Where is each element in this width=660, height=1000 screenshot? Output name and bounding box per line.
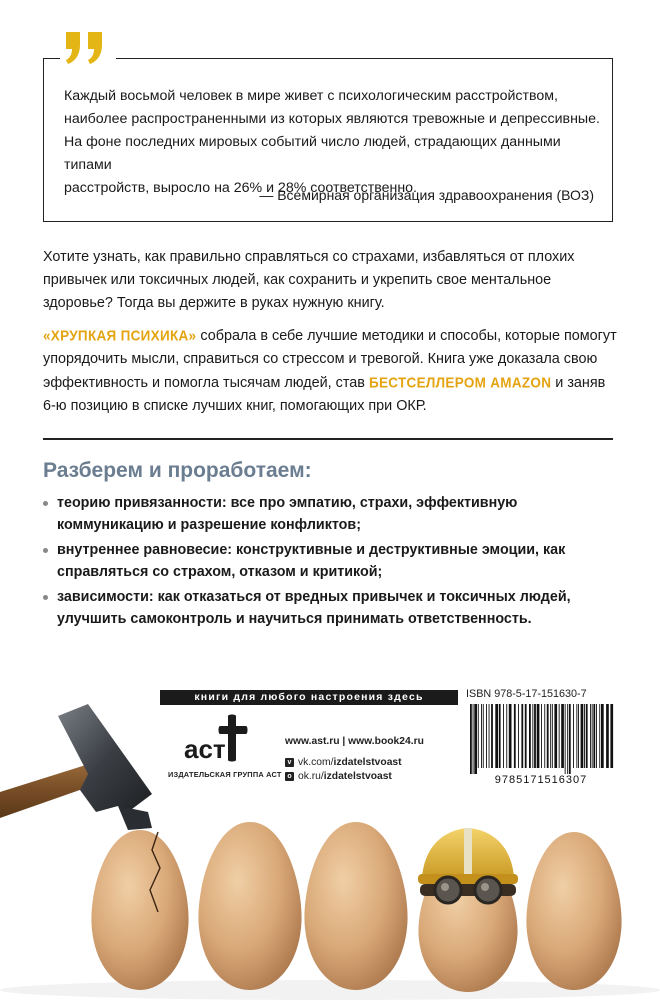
barcode-bar xyxy=(489,704,490,768)
egg xyxy=(526,832,621,990)
egg xyxy=(91,830,188,990)
barcode-bar xyxy=(559,704,560,768)
barcode-bar xyxy=(573,704,574,768)
text-line: Хотите узнать, как правильно справляться со страхами, избавляться от плохих xyxy=(43,249,575,265)
vk-prefix: vk.com/ xyxy=(298,757,334,768)
barcode-bar xyxy=(474,704,477,774)
barcode-bar xyxy=(599,704,600,768)
barcode-bar xyxy=(537,704,540,768)
text-line xyxy=(43,324,623,348)
bullet-icon xyxy=(43,595,48,600)
list-item-line: справляться со страхом, отказом и критикой; xyxy=(57,564,383,580)
barcode-bar xyxy=(525,704,527,768)
barcode-bar xyxy=(491,704,493,768)
quote-line: На фоне последних мировых событий число людей, страдающих данными типами xyxy=(64,134,561,173)
barcode-bar xyxy=(550,704,551,768)
ok-handle: izdatelstvoast xyxy=(323,771,392,782)
section-title: Разберем и проработаем: xyxy=(43,459,312,482)
barcode-bar xyxy=(473,704,474,774)
website-links[interactable]: www.ast.ru | www.book24.ru xyxy=(285,736,424,747)
barcode-bar xyxy=(509,704,512,768)
barcode-bar xyxy=(576,704,577,768)
text-line: привычек или токсичных людей, как сохранить и укрепить свое ментальное xyxy=(43,272,552,288)
list-item-line: внутреннее равновесие: конструктивные и деструктивные эмоции, как xyxy=(57,542,566,558)
bullet-icon xyxy=(43,501,48,506)
quote-line: расстройств, выросло на 26% и 28% соответственно. xyxy=(64,180,417,196)
helmet xyxy=(418,828,518,903)
barcode-bar xyxy=(593,704,595,768)
description-paragraph xyxy=(43,324,623,418)
isbn: ISBN 978-5-17-151630-7 xyxy=(466,688,587,700)
barcode-bar xyxy=(565,704,566,774)
ok-prefix: ok.ru/ xyxy=(298,771,324,782)
barcode-bar xyxy=(541,704,542,768)
barcode-bar xyxy=(518,704,519,768)
text-fragment: и заняв xyxy=(551,375,606,391)
barcode-bar xyxy=(506,704,507,768)
quote-text xyxy=(64,85,604,200)
barcode-bar xyxy=(567,704,568,774)
bestseller-highlight: БЕСТСЕЛЛЕРОМ AMAZON xyxy=(368,374,552,391)
egg xyxy=(304,822,407,990)
svg-text:аст: аст xyxy=(184,734,226,764)
barcode-bar xyxy=(544,704,545,768)
text-line xyxy=(43,371,623,395)
list-item-line: теорию привязанности: все про эмпатию, страхи, эффективную xyxy=(57,495,518,511)
list-item xyxy=(43,539,623,583)
barcode-bar xyxy=(483,704,484,768)
barcode-bar xyxy=(610,704,613,768)
list-item-line: коммуникацию и разрешение конфликтов; xyxy=(57,517,361,533)
barcode-bar xyxy=(569,704,571,774)
barcode-bar xyxy=(586,704,588,768)
barcode-bar xyxy=(521,704,523,768)
barcode xyxy=(466,702,616,786)
bullet-icon xyxy=(43,548,48,553)
barcode-bar xyxy=(532,704,533,768)
barcode-bar xyxy=(592,704,593,768)
barcode-bar xyxy=(514,704,516,768)
barcode-bar xyxy=(581,704,584,768)
barcode-bar xyxy=(529,704,531,768)
barcode-bar xyxy=(606,704,609,768)
divider xyxy=(43,438,613,440)
text-fragment: собрала в себе лучшие методики и способы, которые помогут xyxy=(196,328,617,344)
barcode-bar xyxy=(478,704,479,768)
barcode-bar xyxy=(578,704,579,768)
barcode-bar xyxy=(601,704,604,768)
list-item-line: зависимости: как отказаться от вредных привычек и токсичных людей, xyxy=(57,589,571,605)
quote-source: — Всемирная организация здравоохранения (ВОЗ) xyxy=(259,187,594,203)
topics-list xyxy=(43,492,623,633)
barcode-bar xyxy=(584,704,585,768)
ok-link[interactable] xyxy=(285,771,392,782)
barcode-bar xyxy=(495,704,498,768)
list-item xyxy=(43,492,623,536)
barcode-bar xyxy=(561,704,564,768)
book-title-highlight: «ХРУПКАЯ ПСИХИКА» xyxy=(43,327,197,344)
list-item xyxy=(43,586,623,630)
quote-line: Каждый восьмой человек в мире живет с психологическим расстройством, xyxy=(64,88,558,104)
barcode-bar xyxy=(499,704,501,768)
publisher-name: ИЗДАТЕЛЬСКАЯ ГРУППА АСТ xyxy=(168,770,282,779)
quote-line: наиболее распространенными из которых являются тревожные и депрессивные. xyxy=(64,111,600,127)
barcode-bar xyxy=(590,704,591,768)
hammer xyxy=(0,704,152,830)
vk-link[interactable] xyxy=(285,757,402,768)
text-line: здоровье? Тогда вы держите в руках нужную книгу. xyxy=(43,295,385,311)
barcode-digits: 9785171516307 xyxy=(494,774,588,786)
barcode-bar xyxy=(470,704,472,774)
vk-icon: v xyxy=(285,758,294,767)
intro-paragraph xyxy=(43,246,623,315)
barcode-bar xyxy=(596,704,597,768)
barcode-bar xyxy=(547,704,549,768)
text-line: упорядочить мысли, справиться со стрессом и тревогой. Книга уже доказала свою xyxy=(43,351,598,367)
list-item-line: улучшить самоконтроль и научиться принимать ответственность. xyxy=(57,611,532,627)
barcode-bar xyxy=(554,704,557,768)
ok-icon: o xyxy=(285,772,294,781)
barcode-bar xyxy=(486,704,487,768)
barcode-bar xyxy=(534,704,536,768)
text-fragment: эффективность и помогла тысячам людей, став xyxy=(43,375,369,391)
vk-handle: izdatelstvoast xyxy=(333,757,402,768)
barcode-bar xyxy=(503,704,504,768)
barcode-bar xyxy=(481,704,482,768)
text-line: 6-ю позицию в списке лучших книг, помогающих при ОКР. xyxy=(43,398,427,414)
barcode-bar xyxy=(552,704,553,768)
egg xyxy=(198,822,301,990)
quote-mark-icon xyxy=(60,28,116,84)
publisher-tagline: книги для любого настроения здесь xyxy=(160,690,458,705)
